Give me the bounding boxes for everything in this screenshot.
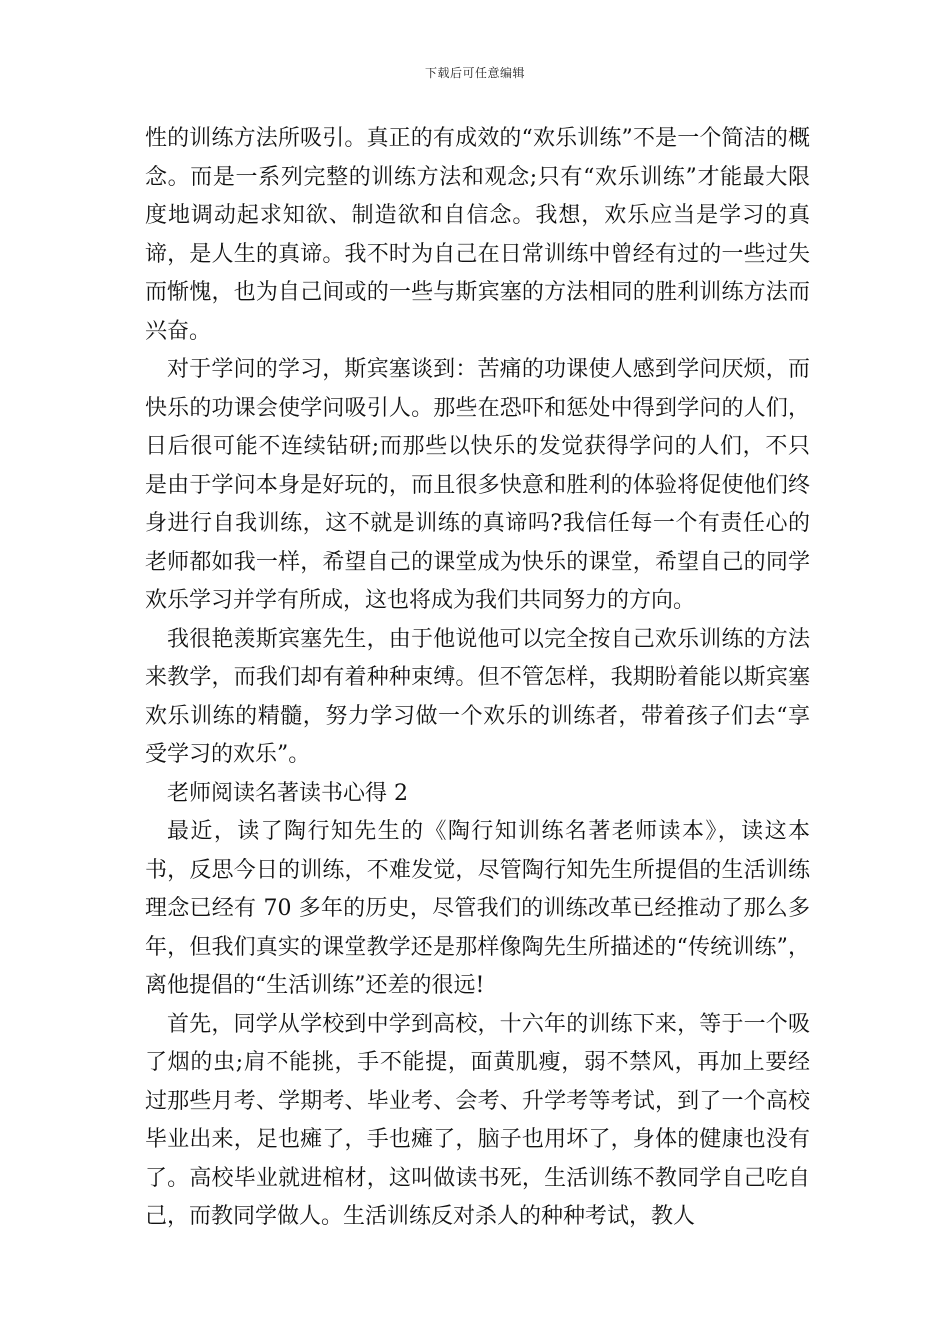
page-header-note: 下载后可任意编辑	[424, 66, 525, 80]
paragraph-4: 最近，读了陶行知先生的《陶行知训练名著老师读本》，读这本书，反思今日的训练，不难发觉，尽管陶行知先生所提倡的生活训练理念已经有 70 多年的历史，尽管我们的训练改革已经推动了那么多年，但我们真实的课堂教学还是那样像陶先生所描述的“传统训练”，离他提倡的“生活训练”还差的很远!	[145, 819, 810, 998]
section-heading: 老师阅读名著读书心得 2	[167, 780, 408, 806]
paragraph-3: 我很艳羡斯宾塞先生，由于他说他可以完全按自己欢乐训练的方法来教学，而我们却有着种种束缚。但不管怎样，我期盼着能以斯宾塞欢乐训练的精髓，努力学习做一个欢乐的训练者，带着孩子们去“享受学习的欢乐”。	[145, 626, 810, 767]
paragraph-2: 对于学问的学习，斯宾塞谈到：苦痛的功课使人感到学问厌烦，而快乐的功课会使学问吸引人。那些在恐吓和惩处中得到学问的人们，日后很可能不连续钻研;而那些以快乐的发觉获得学问的人们，不只是由于学问本身是好玩的，而且很多快意和胜利的体验将促使他们终身进行自我训练，这不就是训练的真谛吗?我信任每一个有责任心的老师都如我一样，希望自己的课堂成为快乐的课堂，希望自己的同学欢乐学习并学有所成，这也将成为我们共同努力的方向。	[145, 357, 810, 613]
paragraph-1: 性的训练方法所吸引。真正的有成效的“欢乐训练”不是一个简洁的概念。而是一系列完整的训练方法和观念;只有“欢乐训练”才能最大限度地调动起求知欲、制造欲和自信念。我想，欢乐应当是学习的真谛，是人生的真谛。我不时为自己在日常训练中曾经有过的一些过失而惭愧，也为自己间或的一些与斯宾塞的方法相同的胜利训练方法而兴奋。	[145, 126, 810, 344]
paragraph-5: 首先，同学从学校到中学到高校，十六年的训练下来，等于一个吸了烟的虫;肩不能挑，手不能提，面黄肌瘦，弱不禁风，再加上要经过那些月考、学期考、毕业考、会考、升学考等考试，到了一个高校毕业出来，足也瘫了，手也瘫了，脑子也用坏了，身体的健康也没有了。高校毕业就进棺材，这叫做读书死，生活训练不教同学自己吃自己，而教同学做人。生活训练反对杀人的种种考试，教人	[145, 1011, 810, 1229]
document-body	[145, 120, 810, 1237]
